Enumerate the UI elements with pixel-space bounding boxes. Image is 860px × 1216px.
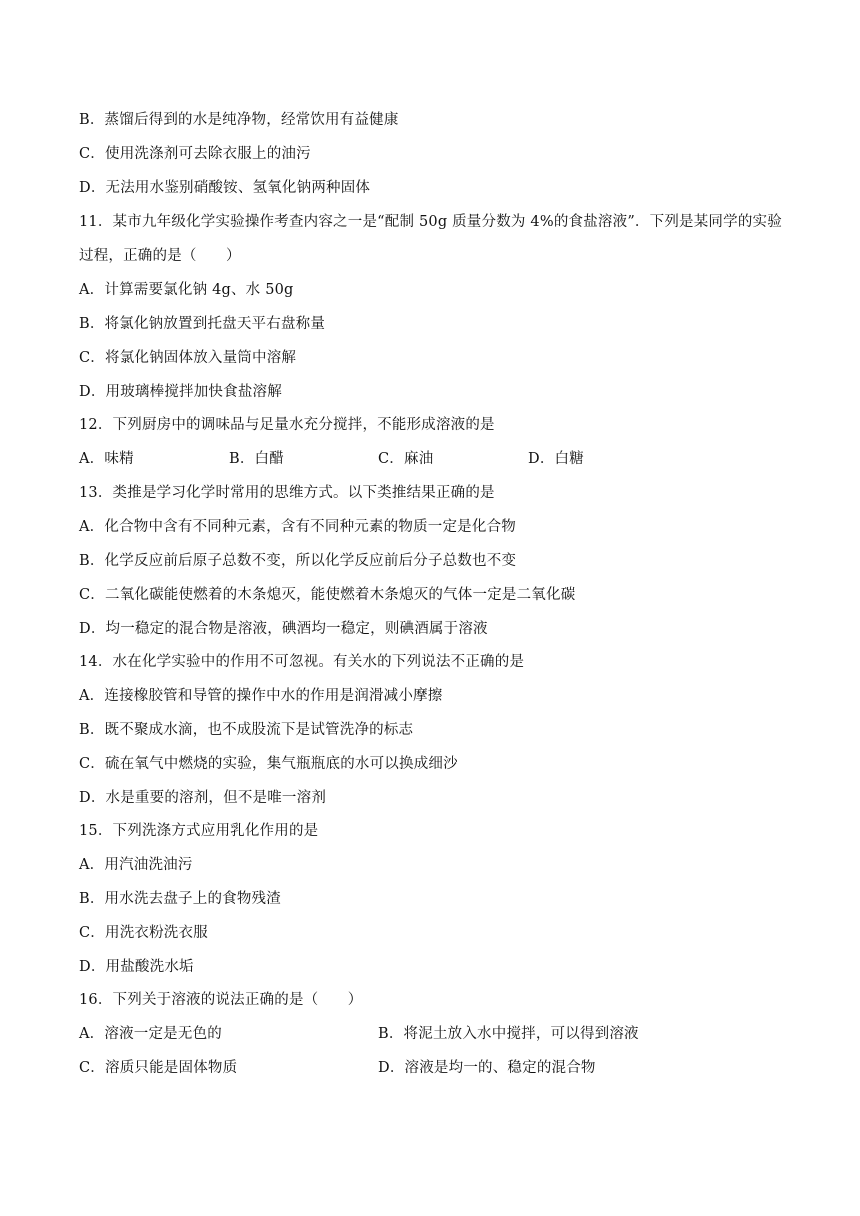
q10-option-d: D．无法用水鉴别硝酸铵、氢氧化钠两种固体 <box>79 180 371 196</box>
q11-option-a: A．计算需要氯化钠 4g、水 50g <box>79 282 294 298</box>
q15-option-d: D．用盐酸洗水垢 <box>79 959 194 975</box>
q12-option-b: B．白醋 <box>229 451 284 467</box>
q11-option-d: D．用玻璃棒搅拌加快食盐溶解 <box>79 384 282 400</box>
q13-option-a: A．化合物中含有不同种元素，含有不同种元素的物质一定是化合物 <box>79 519 516 535</box>
q15-option-c: C．用洗衣粉洗衣服 <box>79 925 208 941</box>
q12-option-d: D．白糖 <box>528 451 584 467</box>
q15-option-a: A．用汽油洗油污 <box>79 857 193 873</box>
q13-option-b: B．化学反应前后原子总数不变，所以化学反应前后分子总数也不变 <box>79 553 517 569</box>
q16-option-d: D．溶液是均一的、稳定的混合物 <box>378 1060 596 1076</box>
q12-stem: 12．下列厨房中的调味品与足量水充分搅拌，不能形成溶液的是 <box>79 417 495 433</box>
q14-option-b: B．既不聚成水滴，也不成股流下是试管洗净的标志 <box>79 722 414 738</box>
q10-option-b: B．蒸馏后得到的水是纯净物，经常饮用有益健康 <box>79 112 399 128</box>
q16-stem: 16．下列关于溶液的说法正确的是（ ） <box>79 992 363 1008</box>
q16-option-b: B．将泥土放入水中搅拌，可以得到溶液 <box>378 1026 639 1042</box>
q13-stem: 13．类推是学习化学时常用的思维方式。以下类推结果正确的是 <box>79 485 495 501</box>
q14-option-a: A．连接橡胶管和导管的操作中水的作用是润滑减小摩擦 <box>79 688 443 704</box>
q12-option-a: A．味精 <box>79 451 134 467</box>
q13-option-d: D．均一稳定的混合物是溶液，碘酒均一稳定，则碘酒属于溶液 <box>79 621 488 637</box>
q16-option-c: C．溶质只能是固体物质 <box>79 1060 238 1076</box>
q13-option-c: C．二氧化碳能使燃着的木条熄灭，能使燃着木条熄灭的气体一定是二氧化碳 <box>79 587 576 603</box>
q11-option-b: B．将氯化钠放置到托盘天平右盘称量 <box>79 316 326 332</box>
q15-stem: 15．下列洗涤方式应用乳化作用的是 <box>79 823 319 839</box>
q14-option-d: D．水是重要的溶剂，但不是唯一溶剂 <box>79 790 327 806</box>
q14-stem: 14．水在化学实验中的作用不可忽视。有关水的下列说法不正确的是 <box>79 654 525 670</box>
q12-option-c: C．麻油 <box>378 451 434 467</box>
q11-option-c: C．将氯化钠固体放入量筒中溶解 <box>79 350 297 366</box>
q11-stem-line2: 过程，正确的是（ ） <box>79 248 241 264</box>
q16-option-a: A．溶液一定是无色的 <box>79 1026 222 1042</box>
q11-stem-line1: 11．某市九年级化学实验操作考查内容之一是“配制 50g 质量分数为 4%的食盐溶液”．下列是某同学的实验 <box>79 214 782 230</box>
q10-option-c: C．使用洗涤剂可去除衣服上的油污 <box>79 146 311 162</box>
q14-option-c: C．硫在氧气中燃烧的实验，集气瓶瓶底的水可以换成细沙 <box>79 756 458 772</box>
q15-option-b: B．用水洗去盘子上的食物残渣 <box>79 891 281 907</box>
